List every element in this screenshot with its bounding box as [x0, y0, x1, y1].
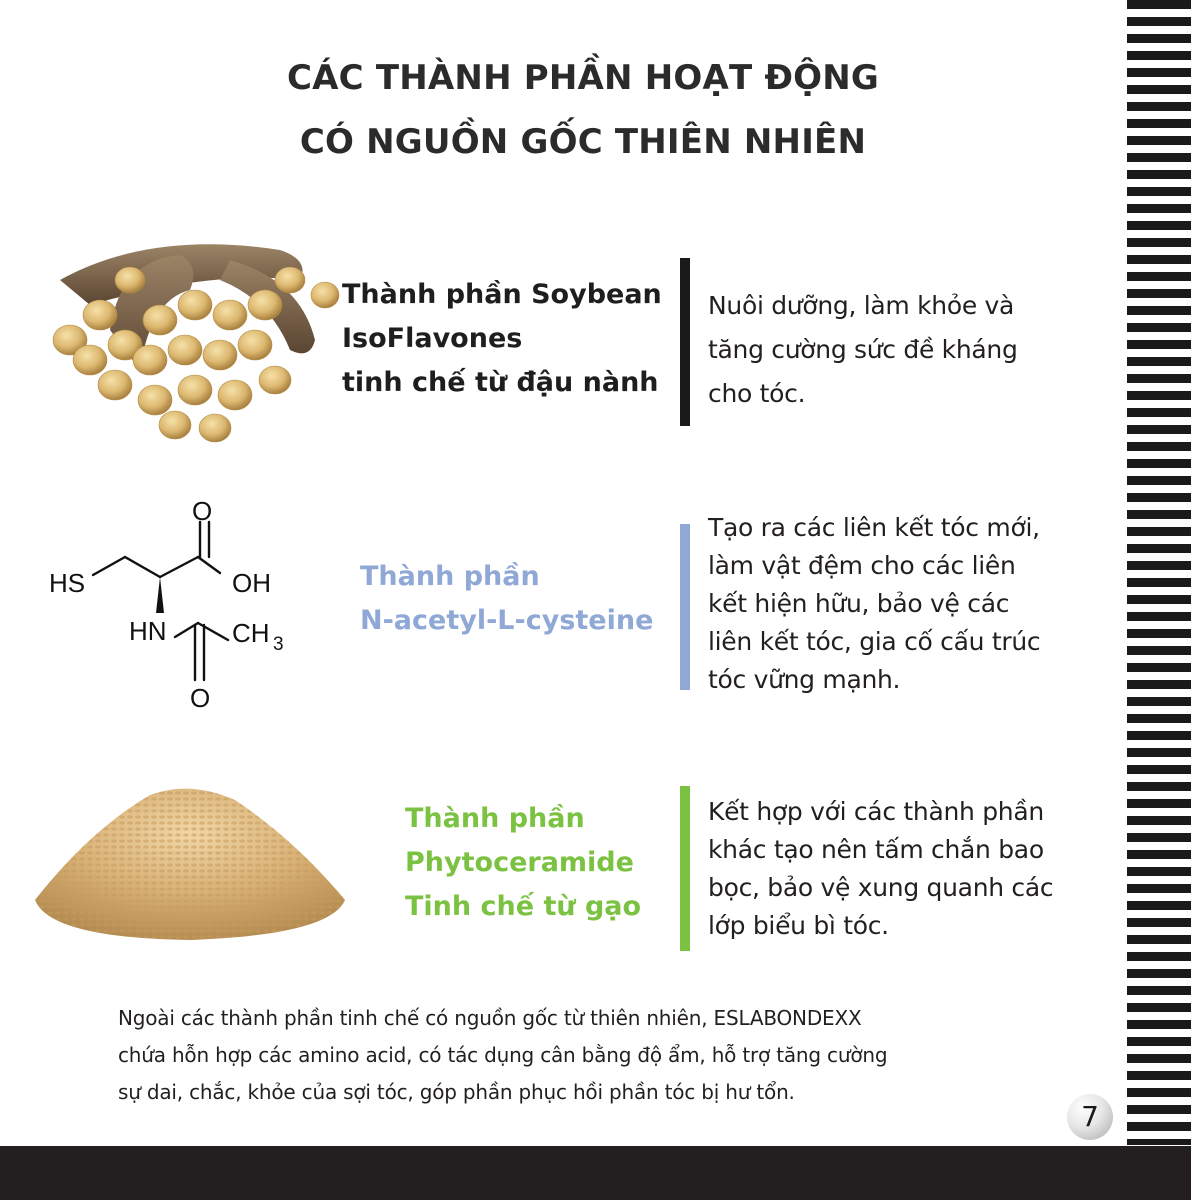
divider-bar-cysteine: [680, 524, 690, 690]
description-line: cho tóc.: [708, 379, 806, 408]
ingredient-name-soybean: [342, 273, 662, 405]
molecule-atom-label: OH: [232, 568, 271, 598]
ingredient-name-cysteine: [360, 555, 653, 643]
description-line: Nuôi dưỡng, làm khỏe và: [708, 291, 1015, 320]
footer-bar: [0, 1146, 1191, 1200]
description-line: lớp biểu bì tóc.: [708, 911, 889, 940]
molecule-atom-label: 3: [273, 634, 284, 655]
ingredient-name-line: Tinh chế từ gạo: [405, 891, 642, 922]
description-line: tóc vững mạnh.: [708, 665, 901, 694]
description-line: Kết hợp với các thành phần: [708, 797, 1044, 826]
summary-line: chứa hỗn hợp các amino acid, có tác dụng cân bằng độ ẩm, hỗ trợ tăng cường: [118, 1043, 888, 1067]
ingredient-name-line: N-acetyl-L-cysteine: [360, 605, 654, 636]
divider-bar-soybean: [680, 258, 690, 426]
ingredient-name-line: Thành phần: [360, 561, 540, 592]
description-line: làm vật đệm cho các liên: [708, 551, 1016, 580]
ingredient-name-line: Thành phần: [405, 803, 585, 834]
ingredient-description-soybean: [708, 284, 1086, 416]
n-acetyl-l-cysteine-structure: [35, 495, 325, 720]
soybean-image: [30, 220, 340, 445]
rice-grain-pile-image: [30, 760, 350, 950]
ingredient-name-line: tinh chế từ đậu nành: [342, 367, 659, 398]
summary-paragraph: [118, 1000, 1098, 1111]
description-line: liên kết tóc, gia cố cấu trúc: [708, 627, 1041, 656]
page-title-line-1: CÁC THÀNH PHẦN HOẠT ĐỘNG: [287, 58, 879, 98]
description-line: khác tạo nên tấm chắn bao: [708, 835, 1044, 864]
molecule-atom-label: HN: [129, 616, 167, 646]
ingredient-name-line: IsoFlavones: [342, 323, 523, 354]
description-line: kết hiện hữu, bảo vệ các: [708, 589, 1010, 618]
page-number-badge: 7: [1067, 1094, 1113, 1140]
summary-line: Ngoài các thành phần tinh chế có nguồn gốc từ thiên nhiên, ESLABONDEXX: [118, 1006, 862, 1030]
page-title-line-2: CÓ NGUỒN GỐC THIÊN NHIÊN: [299, 122, 867, 162]
divider-bar-phytoceramide: [680, 786, 690, 951]
decorative-stripes: [1127, 0, 1191, 1145]
description-line: Tạo ra các liên kết tóc mới,: [708, 513, 1040, 542]
ingredient-name-line: Phytoceramide: [405, 847, 634, 878]
description-line: tăng cường sức đề kháng: [708, 335, 1018, 364]
ingredient-name-phytoceramide: [405, 797, 641, 929]
molecule-atom-label: HS: [49, 568, 86, 598]
ingredient-description-cysteine: [708, 509, 1086, 699]
description-line: bọc, bảo vệ xung quanh các: [708, 873, 1054, 902]
molecule-atom-label: O: [190, 683, 211, 713]
molecule-atom-label: CH: [232, 618, 270, 648]
molecule-atom-label: O: [192, 496, 213, 526]
summary-line: sự dai, chắc, khỏe của sợi tóc, góp phần phục hồi phần tóc bị hư tổn.: [118, 1080, 795, 1104]
ingredient-description-phytoceramide: [708, 793, 1086, 945]
ingredient-name-line: Thành phần Soybean: [342, 279, 662, 310]
